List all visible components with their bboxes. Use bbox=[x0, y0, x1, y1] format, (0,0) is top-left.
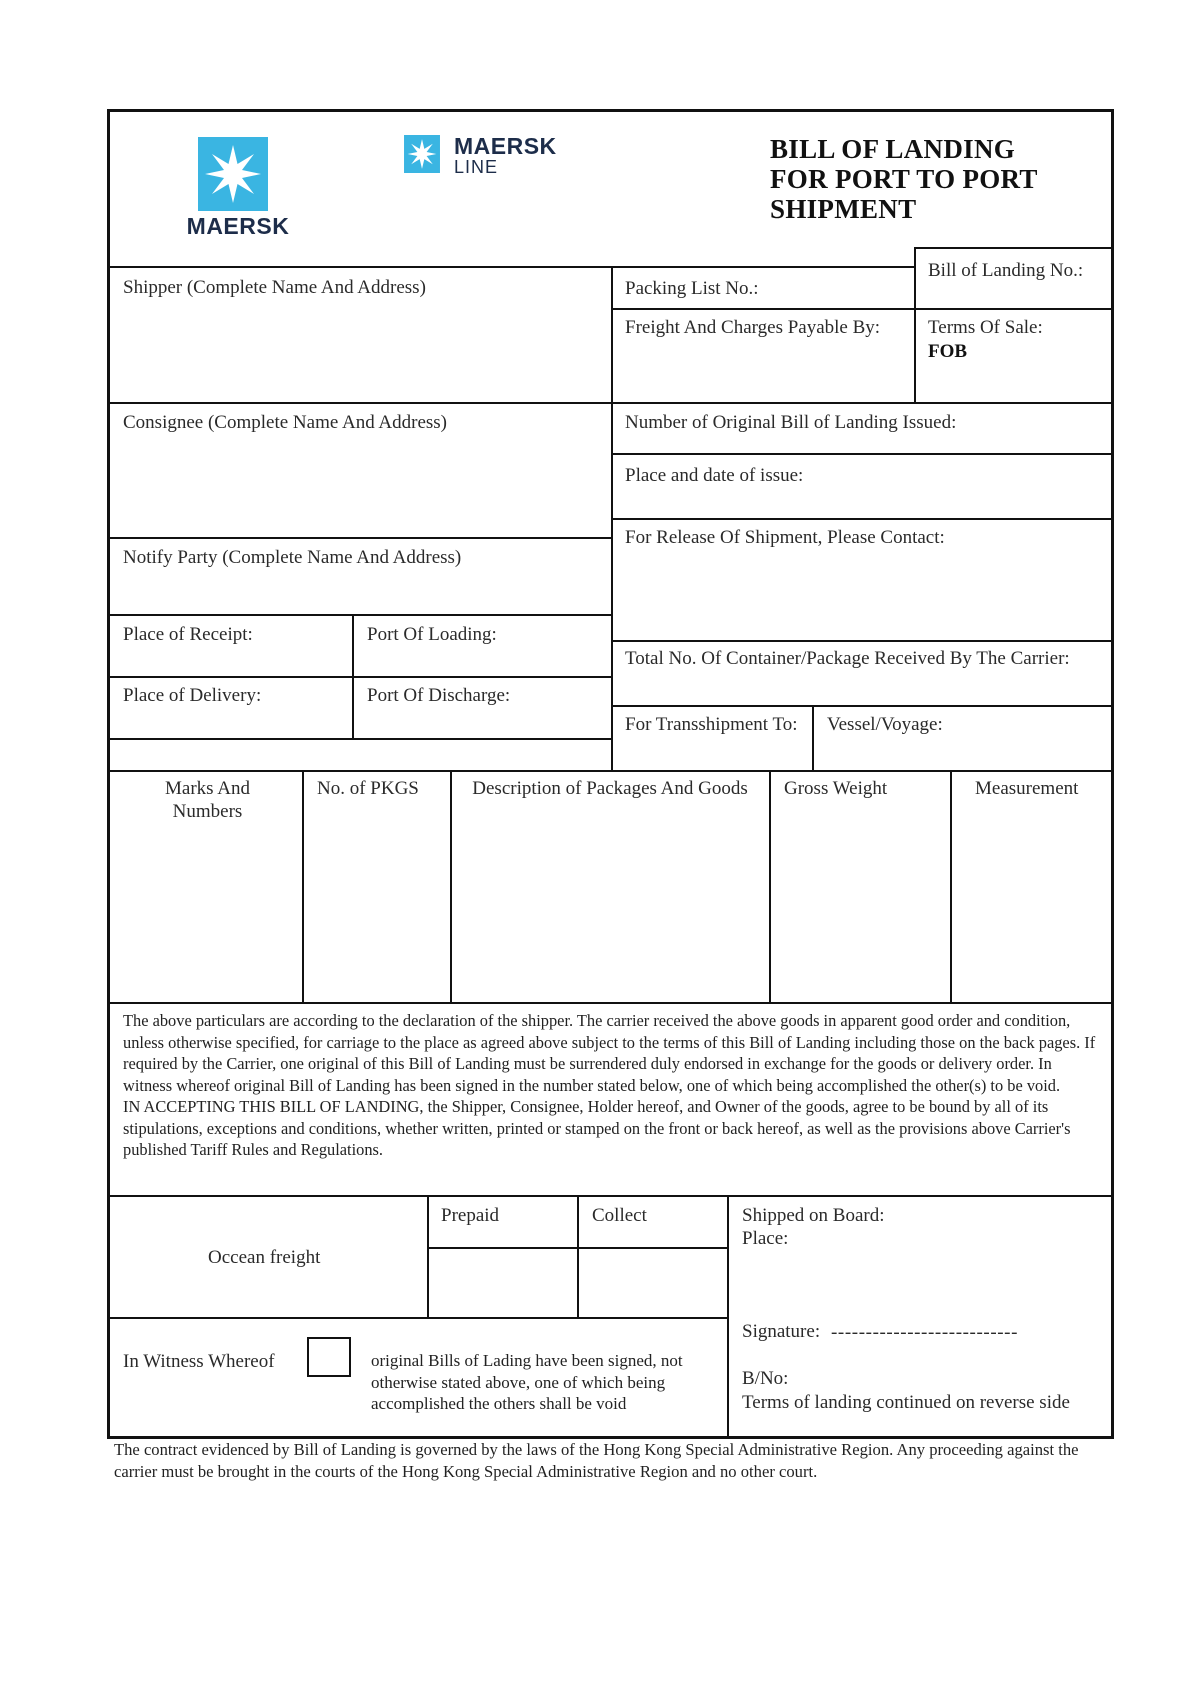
goods-header-gross-weight: Gross Weight bbox=[784, 778, 888, 799]
maersk-line-logo bbox=[404, 133, 584, 183]
shipper-label: Shipper (Complete Name And Address) bbox=[123, 277, 426, 298]
signature-line: --------------------------- bbox=[831, 1322, 1019, 1343]
consignee-label: Consignee (Complete Name And Address) bbox=[123, 412, 448, 433]
bill-no-label: Bill of Landing No.: bbox=[928, 260, 1084, 281]
prepaid-label: Prepaid bbox=[441, 1205, 500, 1226]
port-loading-label: Port Of Loading: bbox=[367, 624, 497, 645]
footer-text: The contract evidenced by Bill of Landing is governed by the laws of the Hong Kong Special Administrative Region. Any proceeding against the carrier must be brought in the courts of the Hong Kong Special Administrative Region and no other court. bbox=[114, 1440, 1079, 1481]
declaration-paragraph-1: The above particulars are according to the declaration of the shipper. The carrier received the above goods in apparent good order and condition, unless otherwise specified, for carriage to the place as agreed above subject to the terms of this Bill of Landing including those on the back pages. If required by the Carrier, one original of this Bill of Landing must be surrendered duly endorsed in exchange for the goods or delivery order. In witness whereof original Bill of Landing has been signed in the number stated below, one of which being accomplished the other(s) to be void. bbox=[123, 1011, 1096, 1095]
num-original-label: Number of Original Bill of Landing Issued: bbox=[625, 412, 957, 433]
signature-label: Signature: bbox=[742, 1321, 821, 1342]
witness-count-box[interactable] bbox=[307, 1337, 351, 1377]
maersk-logo bbox=[175, 135, 300, 245]
witness-text: original Bills of Lading have been signed, not otherwise stated above, one of which being accomplished the others shall be void bbox=[371, 1351, 683, 1413]
bno-label: B/No: bbox=[742, 1368, 789, 1389]
vessel-voyage-label: Vessel/Voyage: bbox=[827, 714, 943, 735]
terms-reverse-label: Terms of landing continued on reverse side bbox=[742, 1392, 1070, 1413]
freight-payable-label: Freight And Charges Payable By: bbox=[625, 317, 881, 338]
total-containers-label: Total No. Of Container/Package Received By The Carrier: bbox=[625, 648, 1070, 669]
goods-header-pkgs: No. of PKGS bbox=[317, 778, 419, 799]
transshipment-label: For Transshipment To: bbox=[625, 714, 798, 735]
star-icon bbox=[404, 135, 440, 173]
star-icon bbox=[198, 137, 268, 211]
title-line-1: BILL OF LANDING bbox=[770, 134, 1016, 164]
declaration-paragraph-2: IN ACCEPTING THIS BILL OF LANDING, the Shipper, Consignee, Holder hereof, and Owner of the goods, agree to be bound by all of its stipulations, exceptions and conditions, whether written, printed or stamped on the front or back hereof, as well as the provisions above Carrier's published Tariff Rules and Regulations. bbox=[123, 1097, 1071, 1159]
terms-of-sale-label: Terms Of Sale: bbox=[928, 317, 1043, 338]
ocean-freight-label: Occean freight bbox=[208, 1247, 321, 1268]
maersk-line-sub: LINE bbox=[454, 157, 499, 177]
in-witness-label: In Witness Whereof bbox=[123, 1351, 275, 1372]
packing-list-label: Packing List No.: bbox=[625, 278, 759, 299]
shipped-on-board-label: Shipped on Board: bbox=[742, 1205, 885, 1226]
goods-header-marks: Marks And Numbers bbox=[165, 778, 250, 822]
release-contact-label: For Release Of Shipment, Please Contact: bbox=[625, 527, 945, 548]
collect-label: Collect bbox=[592, 1205, 647, 1226]
title-line-2: FOR PORT TO PORT bbox=[770, 164, 1038, 194]
place-date-issue-label: Place and date of issue: bbox=[625, 465, 804, 486]
place-label: Place: bbox=[742, 1228, 789, 1249]
goods-header-description: Description of Packages And Goods bbox=[472, 778, 748, 799]
notify-party-label: Notify Party (Complete Name And Address) bbox=[123, 547, 462, 568]
title-line-3: SHIPMENT bbox=[770, 194, 917, 224]
goods-header-measurement: Measurement bbox=[975, 778, 1079, 799]
maersk-logo-text: MAERSK bbox=[186, 213, 290, 239]
document-title bbox=[770, 134, 1100, 224]
terms-of-sale-value: FOB bbox=[928, 341, 968, 362]
port-discharge-label: Port Of Discharge: bbox=[367, 685, 511, 706]
place-receipt-label: Place of Receipt: bbox=[123, 624, 253, 645]
declaration-text bbox=[123, 1010, 1100, 1161]
place-delivery-label: Place of Delivery: bbox=[123, 685, 262, 706]
maersk-line-brand: MAERSK bbox=[454, 133, 557, 159]
